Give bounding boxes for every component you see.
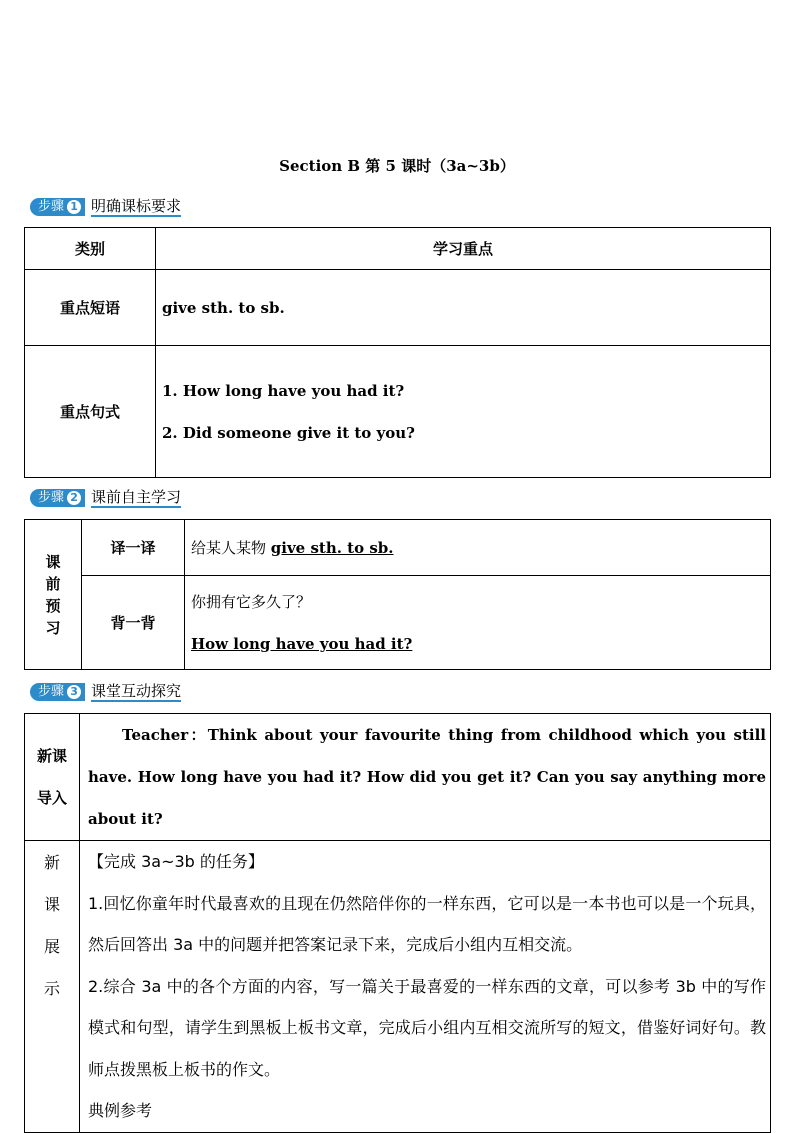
table-classroom [24, 713, 771, 1133]
task-item-2: 2.综合 3a 中的各个方面的内容，写一篇关于最喜爱的一样东西的文章，可以参考 3b 中的写作模式和句型，请学生到黑板上板书文章，完成后小组内互相交流所写的短文，借鉴好词好句。教师点拨黑板上板书的作文。 [88, 976, 766, 1079]
step-badge-text: 步骤 [38, 199, 65, 214]
step-3-heading [30, 682, 181, 702]
example-reference: 典例参考 [88, 1101, 153, 1120]
intro-label-line: 导入 [36, 789, 67, 807]
table-header-focus: 学习重点 [156, 228, 771, 270]
row-category: 重点短语 [25, 270, 156, 346]
translate-answer: give sth. to sb. [270, 539, 394, 557]
recite-content [185, 576, 771, 670]
row-content [156, 346, 771, 478]
page-title: Section B 第 5 课时（3a~3b） [279, 157, 515, 175]
translate-content [185, 520, 771, 576]
show-label-char: 新 [43, 853, 60, 872]
show-label-char: 示 [43, 979, 60, 998]
side-char: 预 [45, 596, 61, 615]
translate-label: 译一译 [82, 520, 185, 576]
task-item-1: 1.回忆你童年时代最喜欢的且现在仍然陪伴你的一样东西，它可以是一本书也可以是一个玩具，然后回答出 3a 中的问题并把答案记录下来，完成后小组内互相交流。 [88, 893, 766, 954]
show-label-char: 课 [43, 895, 60, 914]
table-preview [24, 519, 771, 670]
table-header-category: 类别 [25, 228, 156, 270]
recite-prompt: 你拥有它多久了？ [191, 592, 312, 611]
step-2-label: 课前自主学习 [91, 488, 182, 506]
recite-label: 背一背 [82, 576, 185, 670]
intro-label [25, 714, 80, 841]
step-1-badge [30, 198, 85, 216]
step-3-badge [30, 683, 85, 701]
task-heading: 【完成 3a~3b 的任务】 [88, 852, 264, 871]
side-char: 习 [45, 618, 61, 637]
side-char: 前 [45, 574, 61, 593]
step-1-label: 明确课标要求 [91, 197, 182, 215]
row-content: give sth. to sb. [156, 270, 771, 346]
step-2-heading [30, 488, 181, 508]
step-2-badge [30, 489, 85, 507]
sentence-1: 1. How long have you had it? [162, 381, 405, 400]
sentence-2: 2. Did someone give it to you? [162, 423, 415, 442]
show-label-char: 展 [43, 937, 60, 956]
preview-side-label [25, 520, 82, 670]
step-3-label: 课堂互动探究 [91, 682, 182, 700]
step-1-heading [30, 197, 181, 217]
intro-label-line: 新课 [36, 747, 67, 765]
step-number: 2 [67, 491, 81, 505]
recite-answer: How long have you had it? [191, 634, 413, 653]
side-char: 课 [45, 552, 61, 571]
row-category: 重点句式 [25, 346, 156, 478]
step-number: 3 [67, 685, 81, 699]
intro-text: Teacher：Think about your favourite thing from childhood which you still have. How long have you had it? How did you get it? Can you say anything more about it? [80, 714, 771, 841]
show-label [25, 841, 80, 1133]
step-badge-text: 步骤 [38, 684, 65, 699]
step-number: 1 [67, 200, 81, 214]
translate-prompt: 给某人某物 [191, 539, 271, 557]
step-badge-text: 步骤 [38, 490, 65, 505]
show-content [80, 841, 771, 1133]
table-learning-focus [24, 227, 771, 478]
